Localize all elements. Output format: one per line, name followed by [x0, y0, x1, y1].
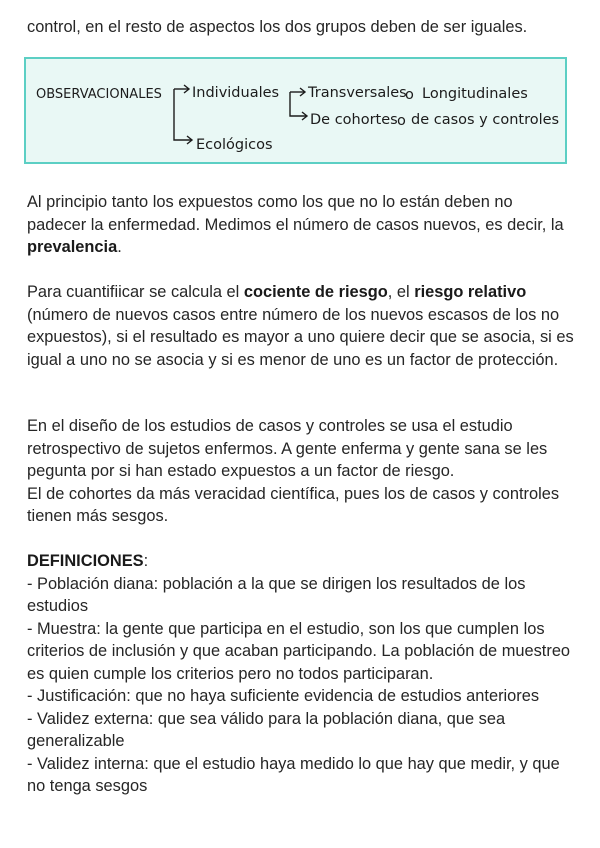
- diagram-root-label: OBSERVACIONALES: [36, 87, 162, 102]
- definitions-heading: DEFINICIONES:: [27, 552, 149, 570]
- diagram-or-label: o: [397, 113, 406, 129]
- branch-line-main: [174, 89, 191, 140]
- definition-item: - Población diana: población a la que se dirigen los resultados de los estudios: [27, 574, 526, 615]
- term-prevalencia: prevalencia: [27, 238, 118, 256]
- diagram-or-label: o: [405, 87, 414, 103]
- paragraph-prevalencia: Al principio tanto los expuestos como los que no lo están deben no padecer la enfermedad. Medimos el número de casos nuevos, es decir, la prevalencia.: [27, 193, 564, 256]
- diagram-individuales-label: Individuales: [192, 85, 280, 101]
- intro-line: control, en el resto de aspectos los dos grupos deben de ser iguales.: [27, 18, 528, 36]
- diagram-svg: [26, 59, 569, 166]
- definition-item: - Validez interna: que el estudio haya medido lo que hay que medir, y que no tenga sesgos: [27, 754, 560, 795]
- diagram-longitudinales-label: Longitudinales: [422, 86, 528, 102]
- term-riesgo-relativo: riesgo relativo: [414, 283, 527, 301]
- paragraph-line: En el diseño de los estudios de casos y controles se usa el estudio retrospectivo de sujetos enfermos. A gente enferma y gente sana se les pegunta por si han estado expuestos a un factor de riesgo.: [27, 417, 548, 480]
- diagram-cohortes-label: De cohortes: [310, 112, 398, 128]
- diagram-transversales-label: Transversales: [308, 85, 407, 101]
- diagram-casos-controles-label: de casos y controles: [411, 112, 560, 128]
- paragraph-diseno: [27, 415, 575, 528]
- definition-item: - Muestra: la gente que participa en el estudio, son los que cumplen los criterios de inclusión y que acaban participando. La población de muestreo es quien cumple los criterios pero no todos participaran.: [27, 619, 571, 683]
- definition-item: - Justificación: que no haya suficiente evidencia de estudios anteriores: [27, 687, 540, 705]
- definitions-section: [27, 550, 575, 798]
- paragraph-line: El de cohortes da más veracidad científica, pues los de casos y controles tienen más sesgos.: [27, 484, 560, 525]
- term-cociente-riesgo: cociente de riesgo: [243, 283, 388, 301]
- definition-item: - Validez externa: que sea válido para la población diana, que sea generalizable: [27, 709, 506, 750]
- paragraph-riesgo: Para cuantifiicar se calcula el cociente de riesgo, el riesgo relativo (número de nuevos casos entre número de los nuevos escasos de los no expuestos), si el resultado es mayor a uno quiere decir que se asocia, si es igual a uno no se asocia y si es menor de uno es un factor de protección.: [27, 283, 574, 369]
- diagram-ecologicos-label: Ecológicos: [196, 137, 273, 153]
- classification-diagram: [24, 57, 567, 164]
